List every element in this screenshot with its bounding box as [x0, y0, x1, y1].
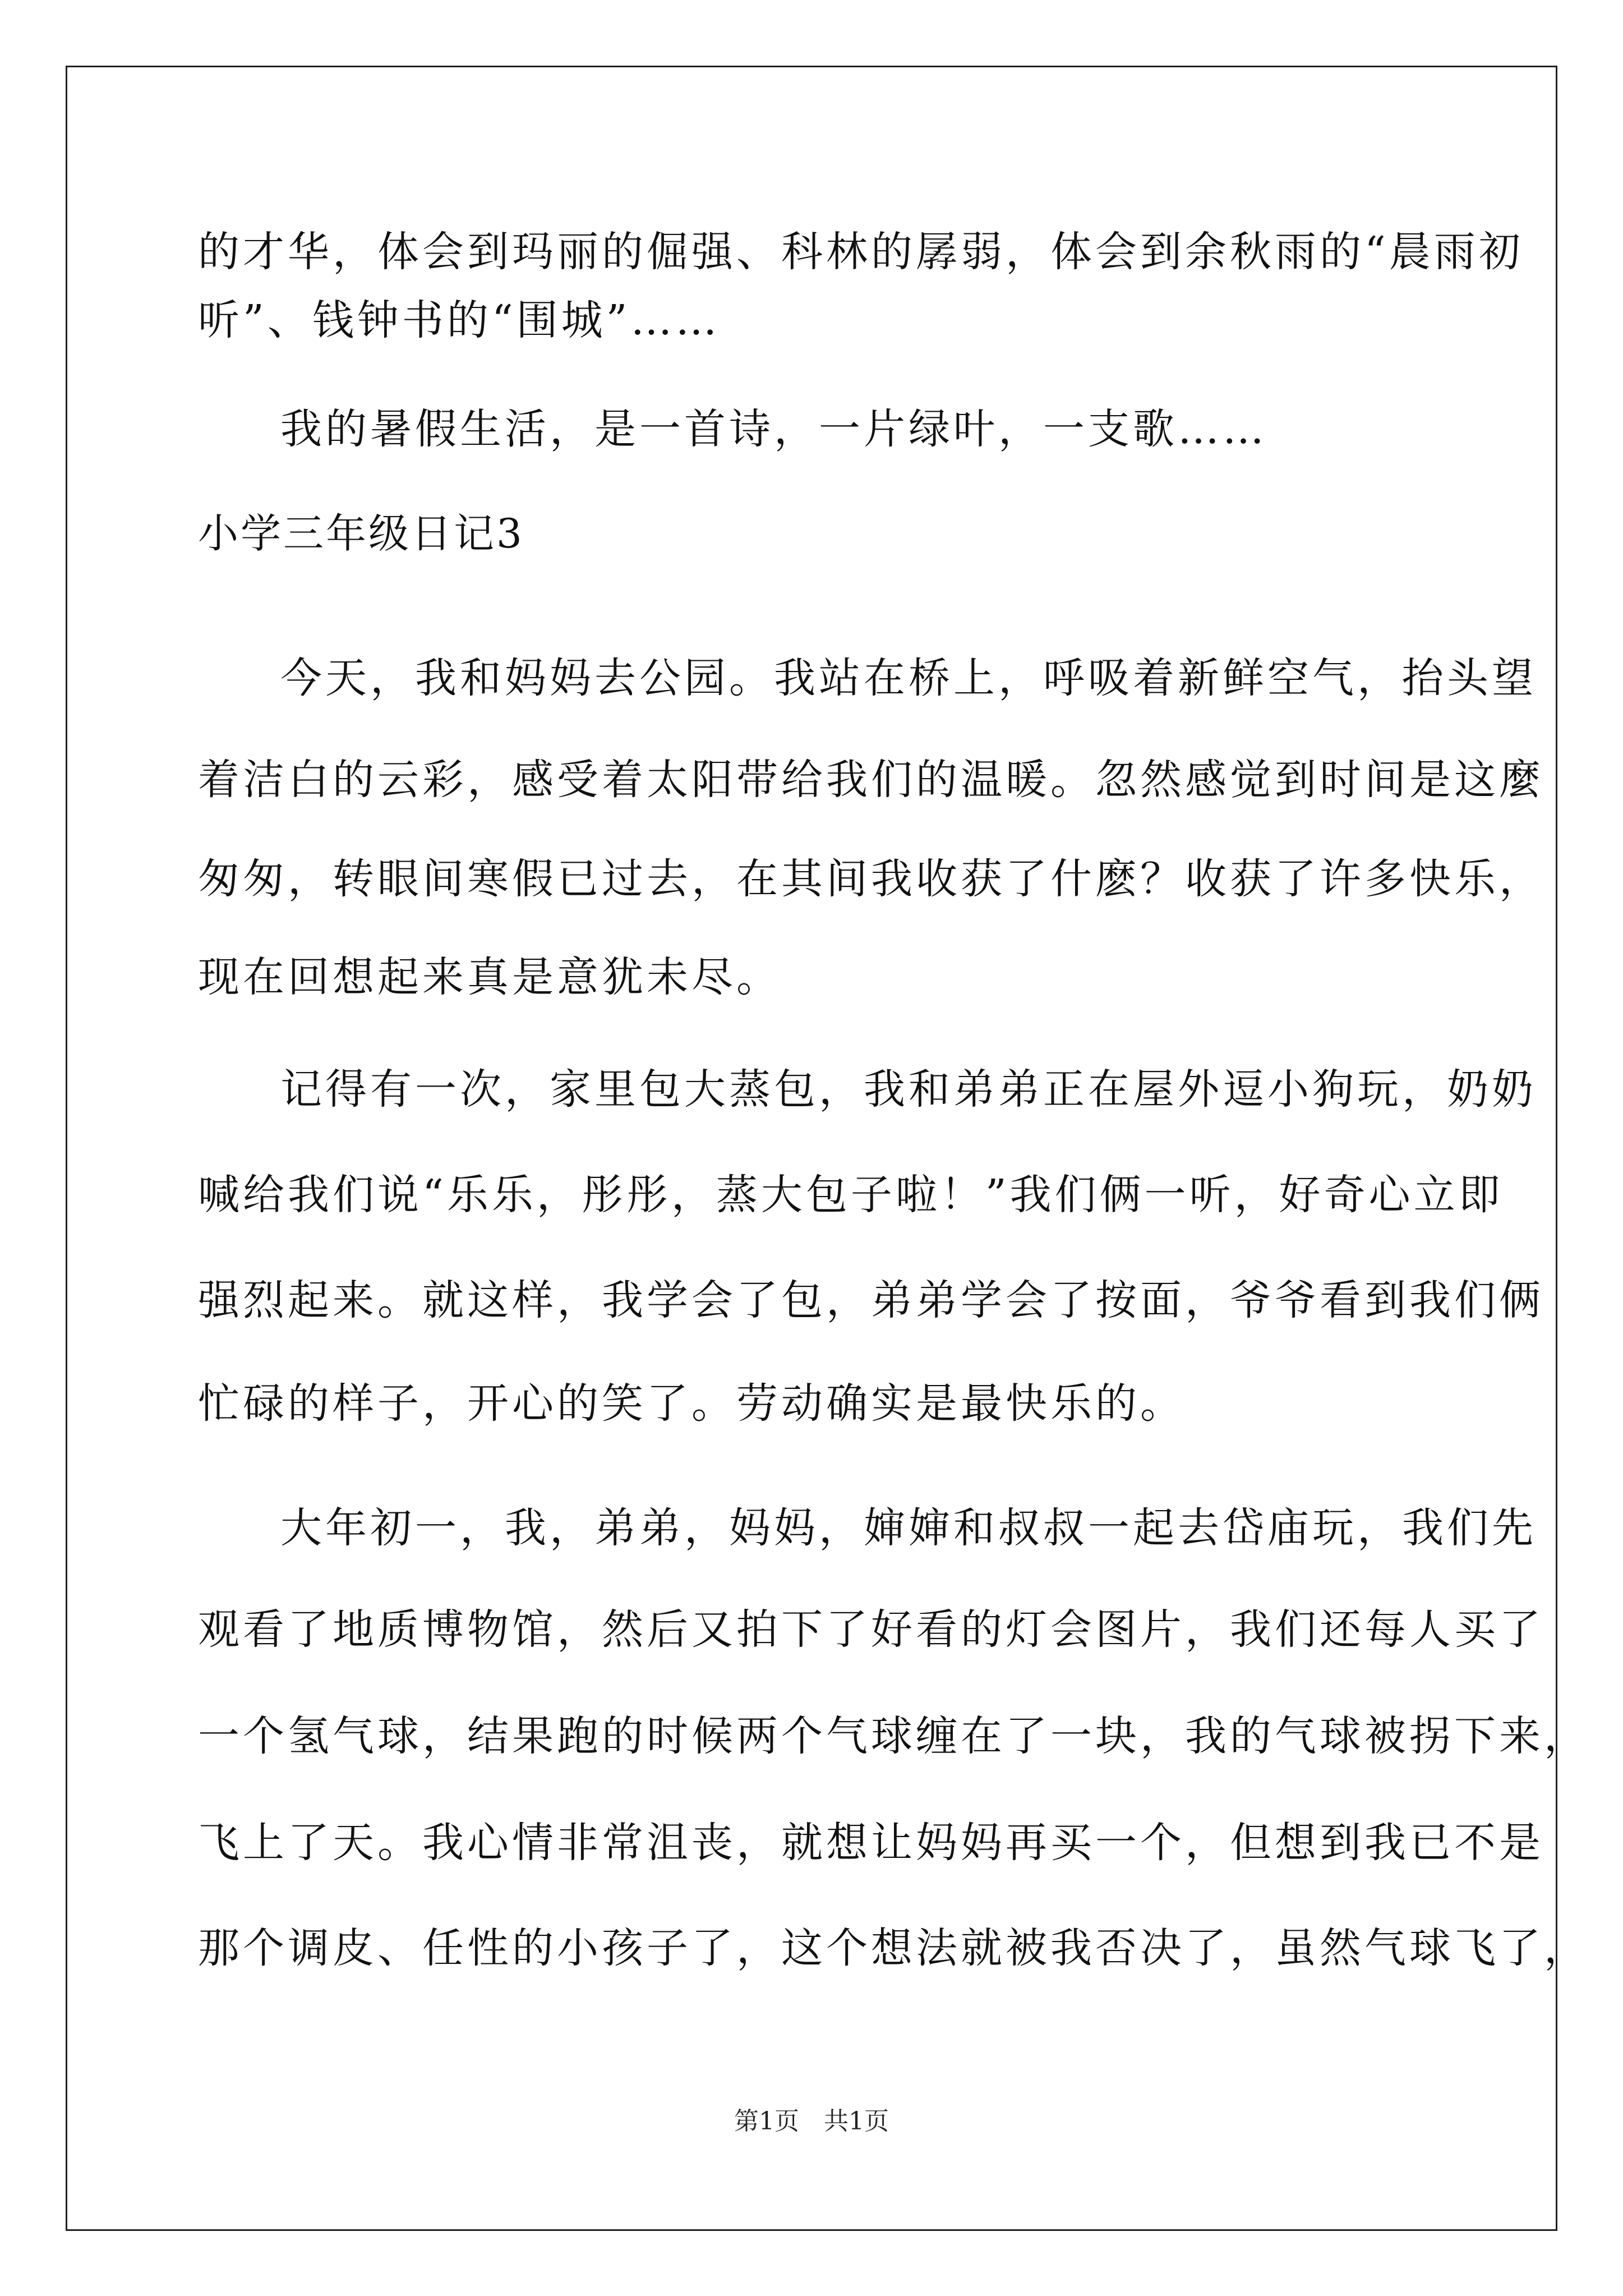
paragraph-line: 记得有一次，家里包大蒸包，我和弟弟正在屋外逗小狗玩，奶奶	[280, 1065, 1537, 1114]
text-line: 一个氢气球，结果跑的时候两个气球缠在了一块，我的气球被拐下来，	[198, 1712, 1589, 1760]
page-border	[66, 66, 1557, 2231]
paragraph-line: 今天，我和妈妈去公园。我站在桥上，呼吸着新鲜空气，抬头望	[280, 654, 1537, 702]
text-line: 那个调皮、任性的小孩子了，这个想法就被我否决了，虽然气球飞了，	[198, 1924, 1589, 1972]
text-line: 忙碌的样子，开心的笑了。劳动确实是最快乐的。	[198, 1379, 1185, 1428]
text-line: 喊给我们说“乐乐，彤彤，蒸大包子啦！”我们俩一听，好奇心立即	[198, 1171, 1504, 1219]
paragraph-line: 我的暑假生活，是一首诗，一片绿叶，一支歌……	[280, 405, 1267, 453]
text-line: 匆匆，转眼间寒假已过去，在其间我收获了什麽？收获了许多快乐，	[198, 855, 1544, 903]
text-line: 听”、钱钟书的“围城”……	[198, 296, 721, 344]
text-line: 观看了地质博物馆，然后又拍下了好看的灯会图片，我们还每人买了	[198, 1605, 1544, 1654]
text-line: 强烈起来。就这样，我学会了包，弟弟学会了按面，爷爷看到我们俩	[198, 1276, 1544, 1324]
text-line: 飞上了天。我心情非常沮丧，就想让妈妈再买一个，但想到我已不是	[198, 1819, 1544, 1867]
paragraph-line: 大年初一，我，弟弟，妈妈，婶婶和叔叔一起去岱庙玩，我们先	[280, 1504, 1537, 1552]
page-number: 第1页 共1页	[734, 2107, 889, 2136]
text-line: 着洁白的云彩，感受着太阳带给我们的温暖。忽然感觉到时间是这麼	[198, 756, 1544, 804]
section-heading: 小学三年级日记3	[198, 510, 524, 557]
text-line: 的才华，体会到玛丽的倔强、科林的孱弱，体会到余秋雨的“晨雨初	[198, 228, 1524, 276]
text-line: 现在回想起来真是意犹未尽。	[198, 953, 781, 1001]
